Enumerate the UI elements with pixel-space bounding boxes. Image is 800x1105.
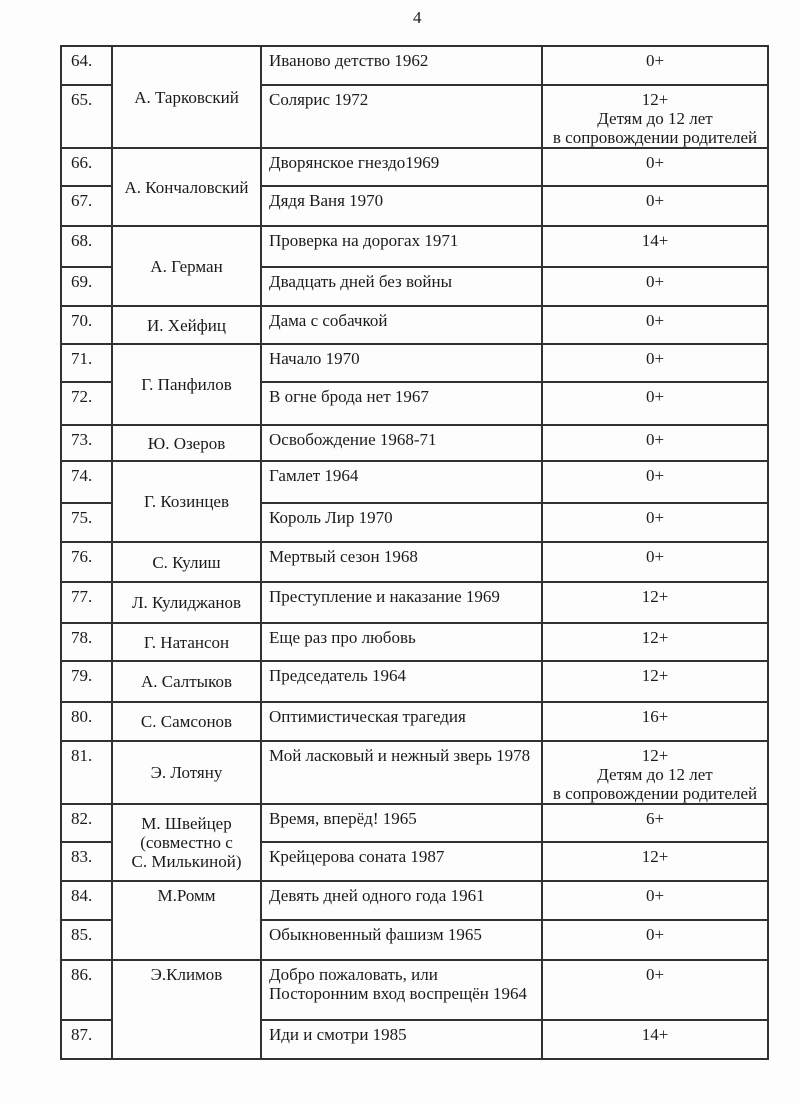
film-title-line: Еще раз про любовь [269, 628, 416, 647]
row-number: 79. [71, 666, 93, 685]
row-number: 81. [71, 746, 93, 765]
row-number: 77. [71, 587, 93, 606]
table-row [61, 461, 768, 503]
film-title-cell [261, 226, 542, 267]
director-name-line: М. Швейцер [141, 814, 232, 833]
table-row [61, 344, 768, 382]
director-cell [112, 542, 261, 582]
age-rating-cell [542, 186, 768, 226]
age-rating-cell [542, 503, 768, 542]
age-rating-cell [542, 542, 768, 582]
director-cell [112, 804, 261, 881]
row-number-cell [61, 85, 112, 148]
age-rating-line: 12+ [641, 666, 669, 685]
film-title-cell [261, 881, 542, 920]
age-rating-line: 0+ [645, 387, 665, 406]
row-number-cell [61, 881, 112, 920]
page-number: 4 [413, 8, 422, 27]
film-title-line: Мой ласковый и нежный зверь 1978 [269, 746, 531, 765]
age-rating-line: 0+ [645, 886, 665, 905]
director-cell [112, 702, 261, 741]
age-rating-cell [542, 226, 768, 267]
age-rating-cell [542, 344, 768, 382]
film-title-cell [261, 461, 542, 503]
film-title-cell [261, 425, 542, 461]
age-rating-line: 0+ [645, 51, 665, 70]
row-number-cell [61, 804, 112, 842]
age-rating-line: 0+ [645, 430, 665, 449]
age-rating-cell [542, 382, 768, 425]
row-number-cell [61, 344, 112, 382]
row-number-cell [61, 382, 112, 425]
row-number: 69. [71, 272, 93, 291]
age-rating-cell [542, 804, 768, 842]
row-number: 82. [71, 809, 93, 828]
director-cell [112, 306, 261, 344]
row-number: 75. [71, 508, 93, 527]
row-number-cell [61, 503, 112, 542]
table-row [61, 741, 768, 804]
film-title-line: В огне брода нет 1967 [269, 387, 429, 406]
film-title-cell [261, 623, 542, 661]
director-cell [112, 226, 261, 306]
row-number-cell [61, 186, 112, 226]
row-number-cell [61, 267, 112, 306]
age-rating-line: в сопровождении родителей [552, 128, 758, 147]
row-number-cell [61, 1020, 112, 1059]
row-number-cell [61, 226, 112, 267]
row-number: 64. [71, 51, 93, 70]
film-title-cell [261, 661, 542, 702]
film-title-cell [261, 85, 542, 148]
row-number-cell [61, 46, 112, 85]
film-title-line: Обыкновенный фашизм 1965 [269, 925, 482, 944]
director-name-line: И. Хейфиц [147, 315, 226, 335]
table-row [61, 661, 768, 702]
film-title-line: Добро пожаловать, или [269, 965, 438, 984]
film-title-cell [261, 344, 542, 382]
row-number: 78. [71, 628, 93, 647]
film-title-line: Освобождение 1968-71 [269, 430, 437, 449]
table-row [61, 46, 768, 85]
table-row [61, 881, 768, 920]
film-title-cell [261, 46, 542, 85]
film-title-line: Начало 1970 [269, 349, 360, 368]
film-title-line: Дама с собачкой [269, 311, 388, 330]
age-rating-line: 0+ [645, 965, 665, 984]
director-name-line: А. Тарковский [134, 87, 239, 107]
age-rating-cell [542, 920, 768, 960]
age-rating-line: 0+ [645, 925, 665, 944]
age-rating-line: 12+ [641, 90, 669, 109]
film-title-cell [261, 804, 542, 842]
director-cell [112, 344, 261, 425]
row-number-cell [61, 702, 112, 741]
row-number: 65. [71, 90, 93, 109]
age-rating-line: 12+ [641, 847, 669, 866]
row-number: 67. [71, 191, 93, 210]
age-rating-cell [542, 960, 768, 1020]
age-rating-line: 0+ [645, 153, 665, 172]
age-rating-line: 14+ [641, 1025, 669, 1044]
director-cell [112, 960, 261, 1059]
age-rating-line: 0+ [645, 466, 665, 485]
director-name-line: С. Самсонов [140, 712, 233, 731]
director-name-line: А. Кончаловский [124, 177, 249, 197]
row-number-cell [61, 741, 112, 804]
age-rating-cell [542, 741, 768, 804]
row-number: 80. [71, 707, 93, 726]
age-rating-cell [542, 267, 768, 306]
row-number-cell [61, 425, 112, 461]
film-title-line: Время, вперёд! 1965 [269, 809, 417, 828]
row-number-cell [61, 461, 112, 503]
film-title-line: Король Лир 1970 [269, 508, 393, 527]
table-row [61, 226, 768, 267]
age-rating-line: 16+ [641, 707, 669, 726]
director-cell [112, 623, 261, 661]
row-number: 83. [71, 847, 93, 866]
table-row [61, 582, 768, 623]
film-title-line: Солярис 1972 [269, 90, 369, 109]
film-title-line: Дядя Ваня 1970 [269, 191, 384, 210]
row-number-cell [61, 920, 112, 960]
director-name-line: А. Салтыков [140, 672, 233, 691]
director-cell [112, 148, 261, 226]
film-title-cell [261, 503, 542, 542]
age-rating-line: 0+ [645, 349, 665, 368]
row-number-cell [61, 542, 112, 582]
director-name-line: М.Ромм [157, 886, 216, 905]
film-title-cell [261, 542, 542, 582]
director-name-line: Г. Панфилов [141, 375, 232, 394]
table-row [61, 425, 768, 461]
age-rating-line: 12+ [641, 746, 669, 765]
row-number: 72. [71, 387, 93, 406]
table-row [61, 804, 768, 842]
age-rating-cell [542, 881, 768, 920]
director-name-line: С. Милькиной) [131, 852, 242, 871]
film-title-line: Дворянское гнездо1969 [269, 153, 440, 172]
film-title-cell [261, 148, 542, 186]
director-name-line: Ю. Озеров [147, 433, 226, 453]
director-name-line: А. Герман [150, 256, 223, 276]
age-rating-cell [542, 425, 768, 461]
row-number: 86. [71, 965, 93, 984]
age-rating-line: 12+ [641, 587, 669, 606]
film-title-cell [261, 186, 542, 226]
age-rating-cell [542, 1020, 768, 1059]
row-number: 68. [71, 231, 93, 250]
director-cell [112, 661, 261, 702]
age-rating-line: 0+ [645, 272, 665, 291]
film-title-cell [261, 306, 542, 344]
row-number: 84. [71, 886, 93, 905]
age-rating-line: 0+ [645, 547, 665, 566]
film-title-line: Оптимистическая трагедия [269, 707, 466, 726]
film-title-line: Иваново детство 1962 [269, 51, 429, 70]
film-title-line: Проверка на дорогах 1971 [269, 231, 459, 250]
director-cell [112, 46, 261, 148]
films-table [60, 45, 769, 1060]
film-title-line: Мертвый сезон 1968 [269, 547, 418, 566]
director-name-line: Г. Козинцев [144, 492, 229, 511]
film-title-line: Крейцерова соната 1987 [269, 847, 445, 866]
table-row [61, 542, 768, 582]
age-rating-cell [542, 582, 768, 623]
director-name-line: Г. Натансон [143, 632, 230, 652]
director-cell [112, 461, 261, 542]
age-rating-cell [542, 623, 768, 661]
row-number: 66. [71, 153, 93, 172]
row-number-cell [61, 582, 112, 623]
age-rating-line: 12+ [641, 628, 669, 647]
director-cell [112, 741, 261, 804]
age-rating-line: Детям до 12 лет [597, 109, 713, 128]
table-row [61, 306, 768, 344]
film-title-line: Гамлет 1964 [269, 466, 359, 485]
age-rating-cell [542, 661, 768, 702]
row-number-cell [61, 960, 112, 1020]
film-title-cell [261, 842, 542, 881]
age-rating-line: 0+ [645, 191, 665, 210]
director-name-line: Л. Кулиджанов [132, 593, 241, 612]
row-number: 76. [71, 547, 93, 566]
film-title-line: Девять дней одного года 1961 [269, 886, 485, 905]
film-title-cell [261, 382, 542, 425]
age-rating-cell [542, 306, 768, 344]
film-title-cell [261, 702, 542, 741]
director-name-line: (совместно с [140, 833, 233, 852]
films-table-body [61, 46, 768, 1059]
row-number: 70. [71, 311, 93, 330]
director-name-line: Э. Лотяну [150, 763, 223, 782]
film-title-line: Двадцать дней без войны [269, 272, 453, 291]
table-row [61, 623, 768, 661]
film-title-line: Посторонним вход воспрещён 1964 [269, 984, 528, 1003]
age-rating-line: 14+ [641, 231, 669, 250]
row-number: 74. [71, 466, 93, 485]
age-rating-cell [542, 702, 768, 741]
director-cell [112, 881, 261, 960]
film-title-cell [261, 960, 542, 1020]
row-number: 85. [71, 925, 93, 944]
row-number-cell [61, 842, 112, 881]
row-number: 71. [71, 349, 93, 368]
film-title-cell [261, 741, 542, 804]
age-rating-cell [542, 842, 768, 881]
age-rating-cell [542, 148, 768, 186]
row-number-cell [61, 623, 112, 661]
film-title-cell [261, 582, 542, 623]
row-number-cell [61, 661, 112, 702]
row-number: 73. [71, 430, 93, 449]
director-name-line: Э.Климов [150, 965, 223, 984]
film-title-cell [261, 267, 542, 306]
age-rating-line: Детям до 12 лет [597, 765, 713, 784]
film-title-line: Иди и смотри 1985 [269, 1025, 407, 1044]
film-title-cell [261, 920, 542, 960]
age-rating-line: в сопровождении родителей [552, 784, 758, 803]
film-title-line: Председатель 1964 [269, 666, 407, 685]
film-title-line: Преступление и наказание 1969 [269, 587, 500, 606]
age-rating-cell [542, 85, 768, 148]
age-rating-cell [542, 46, 768, 85]
age-rating-line: 0+ [645, 311, 665, 330]
table-row [61, 960, 768, 1020]
table-row [61, 702, 768, 741]
age-rating-line: 6+ [645, 809, 665, 828]
film-title-cell [261, 1020, 542, 1059]
age-rating-cell [542, 461, 768, 503]
row-number: 87. [71, 1025, 93, 1044]
director-name-line: С. Кулиш [152, 552, 221, 572]
row-number-cell [61, 148, 112, 186]
table-row [61, 148, 768, 186]
age-rating-line: 0+ [645, 508, 665, 527]
row-number-cell [61, 306, 112, 344]
director-cell [112, 582, 261, 623]
director-cell [112, 425, 261, 461]
